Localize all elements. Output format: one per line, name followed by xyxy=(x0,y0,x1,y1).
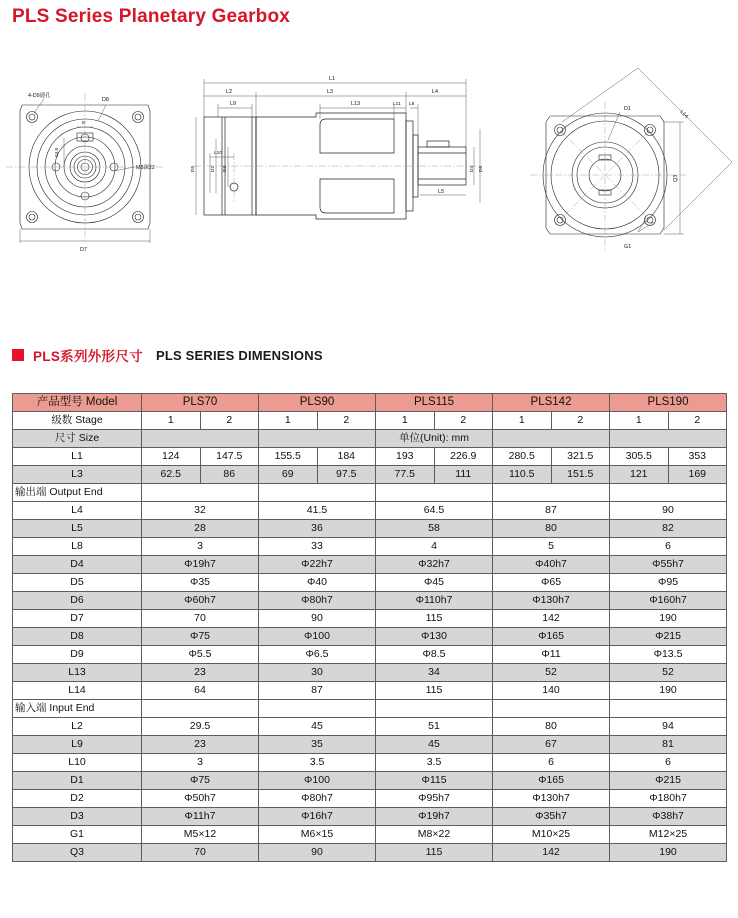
cell-L14-1: 87 xyxy=(259,682,376,700)
row-label-D9: D9 xyxy=(13,646,142,664)
cell-D9-1: Φ6.5 xyxy=(259,646,376,664)
cell-L5-0: 28 xyxy=(142,520,259,538)
cell-L8-1: 33 xyxy=(259,538,376,556)
cell-L1-9: 353 xyxy=(668,448,727,466)
cell-L14-0: 64 xyxy=(142,682,259,700)
section-heading xyxy=(12,345,323,365)
dimensions-table xyxy=(12,393,727,862)
cell-L3-8: 121 xyxy=(610,466,669,484)
cell-D4-3: Φ40h7 xyxy=(493,556,610,574)
cell-L1-8: 305.5 xyxy=(610,448,669,466)
table-row xyxy=(13,718,727,736)
cell-L9-3: 67 xyxy=(493,736,610,754)
cell-D4-2: Φ32h7 xyxy=(376,556,493,574)
table-row xyxy=(13,628,727,646)
cell-L3-6: 110.5 xyxy=(493,466,552,484)
cell-L1-3: 184 xyxy=(317,448,376,466)
cell-L3-7: 151.5 xyxy=(551,466,610,484)
cell-L8-3: 5 xyxy=(493,538,610,556)
row-label-L13: L13 xyxy=(13,664,142,682)
cell-L2-0: 29.5 xyxy=(142,718,259,736)
stage-value-6: 1 xyxy=(493,412,552,430)
output-end-section-blank-1 xyxy=(259,484,376,502)
drawing-label-d1: D1 xyxy=(624,106,631,112)
table-row xyxy=(13,646,727,664)
cell-D2-0: Φ50h7 xyxy=(142,790,259,808)
cell-D5-2: Φ45 xyxy=(376,574,493,592)
cell-L3-2: 69 xyxy=(259,466,318,484)
cell-D5-4: Φ95 xyxy=(610,574,727,592)
row-label-L4: L4 xyxy=(13,502,142,520)
cell-D3-0: Φ11h7 xyxy=(142,808,259,826)
cell-D4-4: Φ55h7 xyxy=(610,556,727,574)
cell-L13-1: 30 xyxy=(259,664,376,682)
table-row xyxy=(13,520,727,538)
cell-L1-0: 124 xyxy=(142,448,201,466)
cell-L1-6: 280.5 xyxy=(493,448,552,466)
cell-D3-3: Φ35h7 xyxy=(493,808,610,826)
output-end-section-blank-0 xyxy=(142,484,259,502)
cell-G1-1: M6×15 xyxy=(259,826,376,844)
table-header-row xyxy=(13,394,727,412)
drawing-label-d6: D6 xyxy=(479,165,484,172)
cell-L1-7: 321.5 xyxy=(551,448,610,466)
drawing-label-l14: L14 xyxy=(678,109,690,120)
size-label: 尺寸 Size xyxy=(13,430,142,448)
drawing-label-d2: D2 xyxy=(211,165,216,172)
drawing-label-4-d9: 4-D9通孔 xyxy=(28,93,51,99)
input-end-section-blank-2 xyxy=(376,700,493,718)
cell-D5-3: Φ65 xyxy=(493,574,610,592)
cell-D7-1: 90 xyxy=(259,610,376,628)
output-end-section-label: 输出端 Output End xyxy=(13,484,142,502)
cell-L3-9: 169 xyxy=(668,466,727,484)
cell-L4-1: 41.5 xyxy=(259,502,376,520)
stage-value-8: 1 xyxy=(610,412,669,430)
row-label-D1: D1 xyxy=(13,772,142,790)
cell-L9-2: 45 xyxy=(376,736,493,754)
cell-D7-2: 115 xyxy=(376,610,493,628)
stage-value-0: 1 xyxy=(142,412,201,430)
drawing-label-8: 8 xyxy=(82,121,85,126)
input-flange-front-view xyxy=(520,60,738,265)
cell-L10-1: 3.5 xyxy=(259,754,376,772)
input-end-section xyxy=(13,700,727,718)
cell-L9-1: 35 xyxy=(259,736,376,754)
row-label-L1: L1 xyxy=(13,448,142,466)
cell-L1-1: 147.5 xyxy=(200,448,259,466)
drawing-label-24-5: 24.5 xyxy=(55,147,60,157)
cell-D8-0: Φ75 xyxy=(142,628,259,646)
cell-L4-4: 90 xyxy=(610,502,727,520)
cell-G1-3: M10×25 xyxy=(493,826,610,844)
cell-D7-0: 70 xyxy=(142,610,259,628)
table-row xyxy=(13,844,727,862)
stage-label: 级数 Stage xyxy=(13,412,142,430)
cell-L5-1: 36 xyxy=(259,520,376,538)
table-row xyxy=(13,466,727,484)
cell-D3-2: Φ19h7 xyxy=(376,808,493,826)
stage-value-5: 2 xyxy=(434,412,493,430)
cell-L3-3: 97.5 xyxy=(317,466,376,484)
cell-L3-1: 86 xyxy=(200,466,259,484)
cell-L14-2: 115 xyxy=(376,682,493,700)
cell-D8-1: Φ100 xyxy=(259,628,376,646)
row-label-D6: D6 xyxy=(13,592,142,610)
cell-L10-0: 3 xyxy=(142,754,259,772)
output-flange-front-view xyxy=(2,83,182,255)
cell-D6-4: Φ160h7 xyxy=(610,592,727,610)
cell-Q3-0: 70 xyxy=(142,844,259,862)
stage-value-7: 2 xyxy=(551,412,610,430)
cell-L2-1: 45 xyxy=(259,718,376,736)
cell-D9-4: Φ13.5 xyxy=(610,646,727,664)
output-end-section-blank-2 xyxy=(376,484,493,502)
stage-value-9: 2 xyxy=(668,412,727,430)
cell-L2-3: 80 xyxy=(493,718,610,736)
header-model-PLS115: PLS115 xyxy=(376,394,493,412)
header-model-PLS90: PLS90 xyxy=(259,394,376,412)
section-title-cn: PLS系列外形尺寸 xyxy=(33,349,143,364)
table-row xyxy=(13,610,727,628)
unit-note: 单位(Unit): mm xyxy=(376,430,493,448)
cell-L14-4: 190 xyxy=(610,682,727,700)
cell-D6-3: Φ130h7 xyxy=(493,592,610,610)
table-unit-row xyxy=(13,430,727,448)
drawing-label-l13: L13 xyxy=(351,101,360,107)
row-label-L2: L2 xyxy=(13,718,142,736)
header-model-PLS142: PLS142 xyxy=(493,394,610,412)
stage-value-3: 2 xyxy=(317,412,376,430)
row-label-D2: D2 xyxy=(13,790,142,808)
page-title: PLS Series Planetary Gearbox xyxy=(12,6,291,27)
stage-value-2: 1 xyxy=(259,412,318,430)
table-row xyxy=(13,736,727,754)
drawing-label-l4: L4 xyxy=(432,89,438,95)
cell-Q3-3: 142 xyxy=(493,844,610,862)
cell-D8-3: Φ165 xyxy=(493,628,610,646)
cell-D8-2: Φ130 xyxy=(376,628,493,646)
stage-value-4: 1 xyxy=(376,412,435,430)
cell-L1-5: 226.9 xyxy=(434,448,493,466)
cell-D2-4: Φ180h7 xyxy=(610,790,727,808)
drawing-label-d8: D8 xyxy=(102,97,109,103)
cell-D9-0: Φ5.5 xyxy=(142,646,259,664)
cell-D3-4: Φ38h7 xyxy=(610,808,727,826)
cell-L4-3: 87 xyxy=(493,502,610,520)
drawing-label-l5: L5 xyxy=(438,189,444,195)
cell-L4-2: 64.5 xyxy=(376,502,493,520)
row-label-L5: L5 xyxy=(13,520,142,538)
table-row xyxy=(13,556,727,574)
row-label-G1: G1 xyxy=(13,826,142,844)
cell-L10-3: 6 xyxy=(493,754,610,772)
cell-Q3-4: 190 xyxy=(610,844,727,862)
row-label-D8: D8 xyxy=(13,628,142,646)
cell-Q3-2: 115 xyxy=(376,844,493,862)
drawing-label-l8: L8 xyxy=(409,102,415,107)
cell-L5-2: 58 xyxy=(376,520,493,538)
cell-L13-0: 23 xyxy=(142,664,259,682)
cell-L2-4: 94 xyxy=(610,718,727,736)
row-label-L8: L8 xyxy=(13,538,142,556)
cell-D1-3: Φ165 xyxy=(493,772,610,790)
cell-D3-1: Φ16h7 xyxy=(259,808,376,826)
table-row xyxy=(13,754,727,772)
cell-D1-2: Φ115 xyxy=(376,772,493,790)
cell-D4-1: Φ22h7 xyxy=(259,556,376,574)
row-label-D5: D5 xyxy=(13,574,142,592)
cell-L9-4: 81 xyxy=(610,736,727,754)
cell-D5-0: Φ35 xyxy=(142,574,259,592)
input-end-section-blank-0 xyxy=(142,700,259,718)
cell-Q3-1: 90 xyxy=(259,844,376,862)
table-row xyxy=(13,538,727,556)
cell-D9-2: Φ8.5 xyxy=(376,646,493,664)
cell-L13-2: 34 xyxy=(376,664,493,682)
input-end-section-label: 输入端 Input End xyxy=(13,700,142,718)
cell-D6-0: Φ60h7 xyxy=(142,592,259,610)
cell-D1-4: Φ215 xyxy=(610,772,727,790)
drawing-label-l3: L3 xyxy=(327,89,333,95)
dimensions-table-body xyxy=(13,394,727,862)
red-square-icon xyxy=(12,349,24,361)
cell-L8-0: 3 xyxy=(142,538,259,556)
technical-drawings xyxy=(0,55,738,270)
unit-blank-4 xyxy=(610,430,727,448)
input-end-section-blank-4 xyxy=(610,700,727,718)
cell-D8-4: Φ215 xyxy=(610,628,727,646)
drawing-label-d7: D7 xyxy=(80,247,87,253)
cell-G1-4: M12×25 xyxy=(610,826,727,844)
cell-L13-4: 52 xyxy=(610,664,727,682)
gearbox-side-section-view xyxy=(188,69,488,264)
cell-D1-1: Φ100 xyxy=(259,772,376,790)
row-label-D7: D7 xyxy=(13,610,142,628)
cell-L5-3: 80 xyxy=(493,520,610,538)
cell-L10-2: 3.5 xyxy=(376,754,493,772)
cell-L9-0: 23 xyxy=(142,736,259,754)
cell-D2-2: Φ95h7 xyxy=(376,790,493,808)
input-end-section-blank-1 xyxy=(259,700,376,718)
table-row xyxy=(13,808,727,826)
cell-L8-2: 4 xyxy=(376,538,493,556)
cell-L3-0: 62.5 xyxy=(142,466,201,484)
row-label-D3: D3 xyxy=(13,808,142,826)
cell-D5-1: Φ40 xyxy=(259,574,376,592)
table-row xyxy=(13,574,727,592)
cell-D7-3: 142 xyxy=(493,610,610,628)
cell-L8-4: 6 xyxy=(610,538,727,556)
header-model-label: 产品型号 Model xyxy=(13,394,142,412)
unit-blank-1 xyxy=(142,430,259,448)
cell-D6-1: Φ80h7 xyxy=(259,592,376,610)
cell-D2-1: Φ80h7 xyxy=(259,790,376,808)
row-label-Q3: Q3 xyxy=(13,844,142,862)
cell-L14-3: 140 xyxy=(493,682,610,700)
cell-G1-0: M5×12 xyxy=(142,826,259,844)
table-row xyxy=(13,664,727,682)
output-end-section-blank-4 xyxy=(610,484,727,502)
dimensions-table-wrap xyxy=(12,393,726,862)
drawing-label-d4: D4 xyxy=(470,165,475,172)
drawing-label-m8: M8深22 xyxy=(136,165,155,171)
cell-L3-5: 111 xyxy=(434,466,493,484)
cell-D2-3: Φ130h7 xyxy=(493,790,610,808)
drawing-label-d5: D5 xyxy=(191,165,196,172)
output-end-section xyxy=(13,484,727,502)
row-label-L10: L10 xyxy=(13,754,142,772)
unit-blank-2 xyxy=(259,430,376,448)
table-row xyxy=(13,682,727,700)
row-label-L9: L9 xyxy=(13,736,142,754)
cell-D7-4: 190 xyxy=(610,610,727,628)
cell-D1-0: Φ75 xyxy=(142,772,259,790)
unit-blank-3 xyxy=(493,430,610,448)
drawing-label-l2: L2 xyxy=(226,89,232,95)
table-row xyxy=(13,592,727,610)
table-row xyxy=(13,448,727,466)
row-label-L3: L3 xyxy=(13,466,142,484)
row-label-D4: D4 xyxy=(13,556,142,574)
cell-L3-4: 77.5 xyxy=(376,466,435,484)
cell-L5-4: 82 xyxy=(610,520,727,538)
cell-L1-4: 193 xyxy=(376,448,435,466)
cell-D6-2: Φ110h7 xyxy=(376,592,493,610)
table-row xyxy=(13,502,727,520)
table-row xyxy=(13,826,727,844)
drawing-label-l11: L11 xyxy=(393,102,401,107)
header-model-PLS190: PLS190 xyxy=(610,394,727,412)
table-row xyxy=(13,790,727,808)
cell-L13-3: 52 xyxy=(493,664,610,682)
drawing-label-d3: D3 xyxy=(223,165,228,172)
cell-D9-3: Φ11 xyxy=(493,646,610,664)
drawing-label-g1: G1 xyxy=(624,244,632,250)
cell-L2-2: 51 xyxy=(376,718,493,736)
output-end-section-blank-3 xyxy=(493,484,610,502)
drawing-label-l9: L9 xyxy=(230,101,236,107)
stage-value-1: 2 xyxy=(200,412,259,430)
drawing-label-l1: L1 xyxy=(329,76,335,82)
cell-L4-0: 32 xyxy=(142,502,259,520)
table-stage-row xyxy=(13,412,727,430)
cell-D4-0: Φ19h7 xyxy=(142,556,259,574)
section-title-en: PLS SERIES DIMENSIONS xyxy=(155,347,323,363)
row-label-L14: L14 xyxy=(13,682,142,700)
drawing-label-q3: Q3 xyxy=(673,174,679,182)
cell-L1-2: 155.5 xyxy=(259,448,318,466)
input-end-section-blank-3 xyxy=(493,700,610,718)
cell-L10-4: 6 xyxy=(610,754,727,772)
drawing-label-l10: L10 xyxy=(214,151,223,156)
cell-G1-2: M8×22 xyxy=(376,826,493,844)
header-model-PLS70: PLS70 xyxy=(142,394,259,412)
table-row xyxy=(13,772,727,790)
